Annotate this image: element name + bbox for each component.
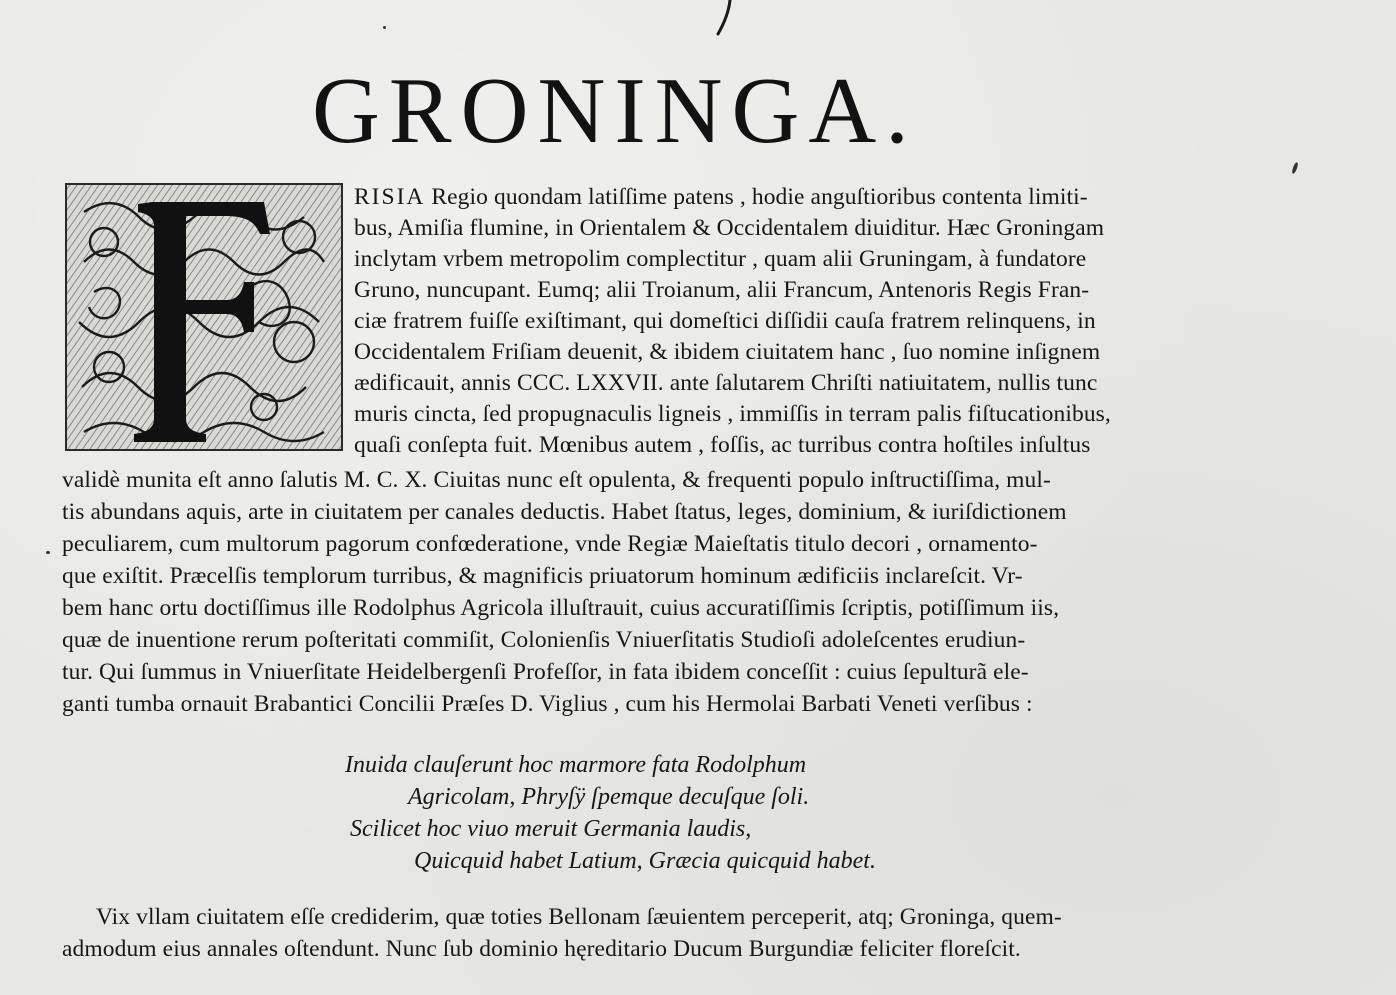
paragraph-line: ædificauit, annis CCC. LXXVII. ante ſalutarem Chriſti natiuitatem, nullis tunc (354, 370, 1098, 396)
paragraph-line: quæ de inuentione rerum poſteritati commiſit, Colonienſis Vniuerſitatis Studioſi adoleſcentes erudiun- (62, 627, 1026, 653)
verse-line: Scilicet hoc viuo meruit Germania laudis, (350, 816, 752, 842)
paragraph-line: Gruno, nuncupant. Eumq; alii Troianum, alii Francum, Antenoris Regis Fran- (354, 277, 1090, 303)
paragraph-line: tis abundans aquis, arte in ciuitatem per canales deductis. Habet ſtatus, leges, dominium, & iuriſdictionem (62, 499, 1067, 525)
ornate-initial-letter-icon (64, 182, 344, 452)
verse-line: Quicquid habet Latium, Græcia quicquid habet. (414, 848, 876, 874)
ink-speck (383, 26, 386, 29)
paragraph-line: validè munita eſt anno ſalutis M. C. X. Ciuitas nunc eſt opulenta, & frequenti populo inſtructiſſima, mul- (62, 467, 1051, 493)
paragraph-line: inclytam vrbem metropolim complectitur , quam alii Gruningam, à fundatore (354, 246, 1087, 272)
paragraph-line: bem hanc ortu doctiſſimus ille Rodolphus Agricola illuſtrauit, cuius accuratiſſimis ſcriptis, potiſſimum iis, (62, 595, 1060, 621)
paragraph-line: que exiſtit. Præcelſis templorum turribus, & magnificis priuatorum hominum ædificiis inclareſcit. Vr- (62, 563, 1023, 589)
paragraph-line: quaſi conſepta fuit. Mœnibus autem , foſſis, ac turribus contra hoſtiles inſultus (354, 432, 1091, 458)
paragraph-line: Vix vllam ciuitatem eſſe crediderim, quæ toties Bellonam ſæuientem perceperit, atq; Groninga, quem- (96, 904, 1062, 930)
ink-speck (46, 551, 50, 554)
paragraph-line: bus, Amiſia flumine, in Orientalem & Occidentalem diuiditur. Hæc Groningam (354, 215, 1105, 241)
paragraph-line: admodum eius annales oſtendunt. Nunc ſub dominio hęreditario Ducum Burgundiæ feliciter floreſcit. (62, 936, 1021, 962)
initial-word-rest: RISIA (354, 184, 426, 210)
ink-stroke-mark (716, 0, 740, 36)
paragraph-line: ganti tumba ornauit Brabantici Concilii Præſes D. Viglius , cum his Hermolai Barbati Veneti verſibus : (62, 691, 1033, 717)
verse-line: Inuida clauſerunt hoc marmore fata Rodolphum (345, 752, 807, 778)
paragraph-line: Occidentalem Friſiam deuenit, & ibidem ciuitatem hanc , ſuo nomine inſignem (354, 339, 1101, 365)
paragraph-line: muris cincta, ſed propugnaculis ligneis , immiſſis in terram palis fiſtucationibus, (354, 401, 1111, 427)
page-title: GRONINGA. (312, 59, 918, 163)
paragraph-line (354, 182, 1088, 212)
verse-line: Agricolam, Phryſÿ ſpemque decuſque ſoli. (408, 784, 810, 810)
paragraph-line: tur. Qui ſummus in Vniuerſitate Heidelbergenſi Profeſſor, in fata ibidem conceſſit : cuius ſepulturã ele- (62, 659, 1029, 685)
paragraph-line: ciæ fratrem fuiſſe exiſtimant, qui domeſtici diſſidii cauſa fratrem relinquens, in (354, 308, 1096, 334)
paragraph-line-text: Regio quondam latiſſime patens , hodie anguſtioribus contenta limiti- (431, 184, 1088, 210)
paragraph-line: peculiarem, cum multorum pagorum confœderatione, vnde Regiæ Maieſtatis titulo decori , ornamento- (62, 531, 1038, 557)
